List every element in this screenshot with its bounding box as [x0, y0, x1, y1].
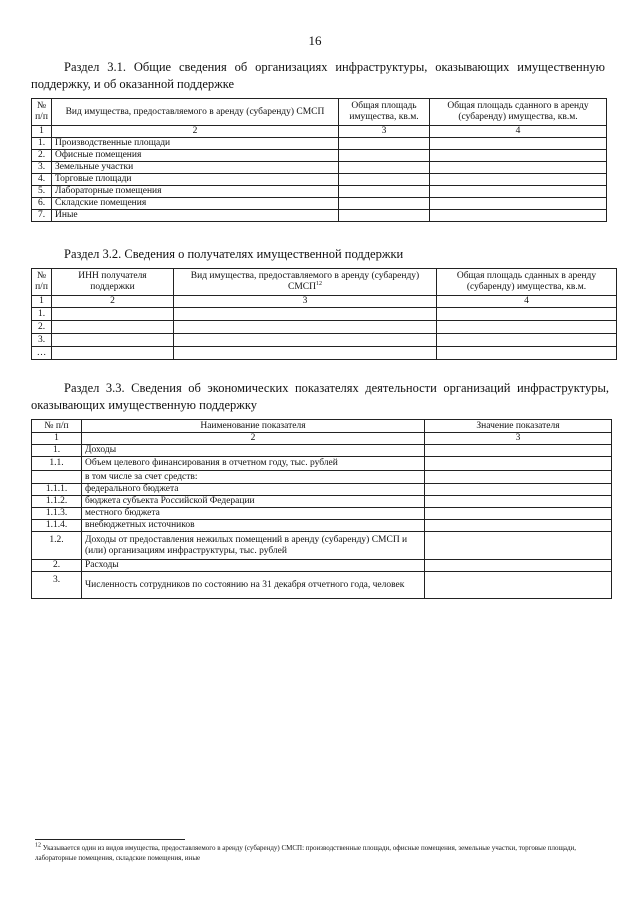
row-number: 3.	[32, 334, 52, 347]
empty-cell	[425, 471, 612, 484]
empty-cell	[425, 572, 612, 599]
empty-cell	[437, 308, 617, 321]
table-row	[32, 334, 617, 347]
index-cell: 1	[32, 433, 82, 445]
section-3-1-table	[31, 98, 607, 222]
empty-cell	[430, 162, 607, 174]
row-number: 5.	[32, 186, 52, 198]
row-number: 1.1.3.	[32, 508, 82, 520]
row-number: 1.1.	[32, 457, 82, 471]
empty-cell	[425, 445, 612, 457]
row-label: в том числе за счет средств:	[82, 471, 425, 484]
col-header-number: № п/п	[32, 99, 52, 126]
empty-cell	[339, 138, 430, 150]
empty-cell	[430, 174, 607, 186]
row-label: Лабораторные помещения	[52, 186, 339, 198]
row-number: 1.	[32, 138, 52, 150]
table-row	[32, 162, 607, 174]
empty-cell	[174, 334, 437, 347]
table-row	[32, 471, 612, 484]
table-row	[32, 520, 612, 532]
empty-cell	[52, 334, 174, 347]
table-row	[32, 198, 607, 210]
index-cell: 3	[339, 126, 430, 138]
table-row	[32, 321, 617, 334]
empty-cell	[430, 138, 607, 150]
empty-cell	[437, 347, 617, 360]
row-label: Земельные участки	[52, 162, 339, 174]
col-header-indicator-name: Наименование показателя	[82, 420, 425, 433]
row-number: 1.	[32, 308, 52, 321]
section-3-2-table	[31, 268, 617, 360]
row-number: 4.	[32, 174, 52, 186]
empty-cell	[339, 162, 430, 174]
row-number: 6.	[32, 198, 52, 210]
table-row	[32, 174, 607, 186]
empty-cell	[339, 150, 430, 162]
empty-cell	[425, 508, 612, 520]
index-cell: 3	[174, 296, 437, 308]
empty-cell	[339, 174, 430, 186]
row-label: Складские помещения	[52, 198, 339, 210]
footnote-divider	[35, 839, 185, 840]
col-header-leased-area: Общая площадь сданных в аренду (субаренду) имущества, кв.м.	[437, 269, 617, 296]
col-header-property-type	[174, 269, 437, 296]
section-3-3-title: Раздел 3.3. Сведения об экономических показателях деятельности организаций инфраструктуры, оказывающих имущественную поддержку	[31, 381, 609, 412]
index-cell: 1	[32, 296, 52, 308]
empty-cell	[339, 210, 430, 222]
empty-cell	[339, 186, 430, 198]
table-row	[32, 572, 612, 599]
table-row	[32, 308, 617, 321]
index-cell: 2	[82, 433, 425, 445]
empty-cell	[430, 150, 607, 162]
row-label: Торговые площади	[52, 174, 339, 186]
table-row	[32, 496, 612, 508]
empty-cell	[425, 560, 612, 572]
empty-cell	[52, 308, 174, 321]
table-row	[32, 560, 612, 572]
row-label: федерального бюджета	[82, 484, 425, 496]
table-row	[32, 347, 617, 360]
row-number: 3.	[32, 162, 52, 174]
row-number: 1.1.4.	[32, 520, 82, 532]
row-label: местного бюджета	[82, 508, 425, 520]
row-number: 1.2.	[32, 532, 82, 560]
empty-cell	[174, 308, 437, 321]
empty-cell	[437, 321, 617, 334]
index-cell: 1	[32, 126, 52, 138]
index-cell: 2	[52, 126, 339, 138]
row-number: 1.	[32, 445, 82, 457]
row-label: Доходы	[82, 445, 425, 457]
col-header-total-area: Общая площадь имущества, кв.м.	[339, 99, 430, 126]
row-label: Офисные помещения	[52, 150, 339, 162]
index-cell: 4	[430, 126, 607, 138]
table-row	[32, 150, 607, 162]
empty-cell	[174, 321, 437, 334]
row-number: 1.1.2.	[32, 496, 82, 508]
col-header-inn: ИНН получателя поддержки	[52, 269, 174, 296]
empty-cell	[425, 520, 612, 532]
col-header-property-type: Вид имущества, предоставляемого в аренду (субаренду) СМСП	[52, 99, 339, 126]
table-row	[32, 508, 612, 520]
empty-cell	[52, 347, 174, 360]
col-header-leased-area: Общая площадь сданного в аренду (субаренду) имущества, кв.м.	[430, 99, 607, 126]
table-row	[32, 138, 607, 150]
empty-cell	[437, 334, 617, 347]
header-text: Вид имущества, предоставляемого в аренду (субаренду) СМСП	[190, 271, 420, 292]
row-number: 7.	[32, 210, 52, 222]
col-header-indicator-value: Значение показателя	[425, 420, 612, 433]
row-label: Доходы от предоставления нежилых помещений в аренду (субаренду) СМСП и (или) организациям инфраструктуры, тыс. рублей	[82, 532, 425, 560]
row-number: 3.	[32, 572, 82, 599]
table-row	[32, 186, 607, 198]
row-label: бюджета субъекта Российской Федерации	[82, 496, 425, 508]
index-cell: 2	[52, 296, 174, 308]
section-3-2-title: Раздел 3.2. Сведения о получателях имущественной поддержки	[64, 247, 404, 261]
row-number: 2.	[32, 321, 52, 334]
section-3-3-table	[31, 419, 612, 599]
table-row	[32, 532, 612, 560]
table-row	[32, 210, 607, 222]
empty-cell	[174, 347, 437, 360]
empty-cell	[430, 210, 607, 222]
empty-cell	[52, 321, 174, 334]
empty-cell	[425, 496, 612, 508]
row-label: внебюджетных источников	[82, 520, 425, 532]
row-number: …	[32, 347, 52, 360]
table-row	[32, 484, 612, 496]
table-row	[32, 457, 612, 471]
col-header-number: № п/п	[32, 420, 82, 433]
row-label: Иные	[52, 210, 339, 222]
footnote-mark: 12	[315, 280, 322, 287]
index-cell: 3	[425, 433, 612, 445]
row-label: Численность сотрудников по состоянию на 31 декабря отчетного года, человек	[82, 572, 425, 599]
section-3-1-title: Раздел 3.1. Общие сведения об организациях инфраструктуры, оказывающих имущественную поддержку, и об оказанной поддержке	[31, 60, 605, 91]
row-label: Расходы	[82, 560, 425, 572]
row-number: 2.	[32, 150, 52, 162]
row-number: 1.1.1.	[32, 484, 82, 496]
table-row	[32, 445, 612, 457]
page-number: 16	[308, 33, 322, 48]
index-cell: 4	[437, 296, 617, 308]
empty-cell	[425, 484, 612, 496]
empty-cell	[430, 198, 607, 210]
empty-cell	[430, 186, 607, 198]
row-number: 2.	[32, 560, 82, 572]
footnote-text: Указывается один из видов имущества, предоставляемого в аренду (субаренду) СМСП: производственные площади, офисные помещения, земельные участки, торговые площади, лабораторные помещения, складские помещения, иные	[35, 844, 577, 862]
footnote-number: 12	[35, 842, 41, 849]
empty-cell	[425, 532, 612, 560]
row-label: Объем целевого финансирования в отчетном году, тыс. рублей	[82, 457, 425, 471]
footnote	[35, 843, 595, 863]
empty-cell	[425, 457, 612, 471]
row-label: Производственные площади	[52, 138, 339, 150]
col-header-number: № п/п	[32, 269, 52, 296]
empty-cell	[339, 198, 430, 210]
row-number	[32, 471, 82, 484]
